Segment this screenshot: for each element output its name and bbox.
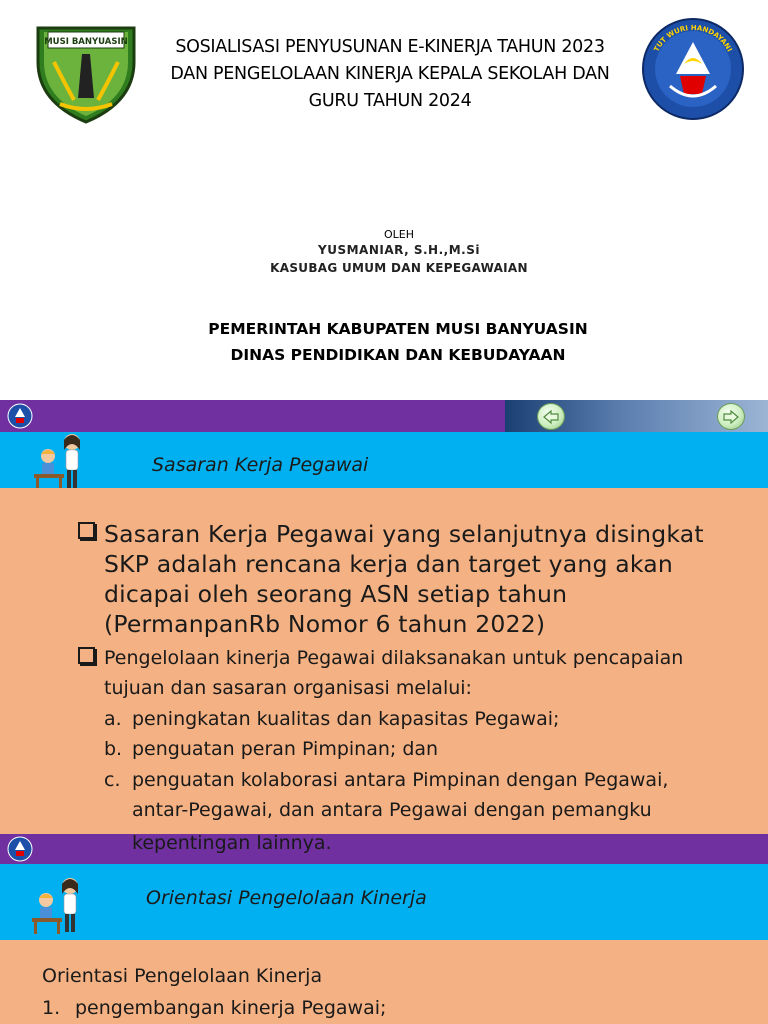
bullet1-line-2: SKP adalah rencana kerja dan target yang akan bbox=[104, 550, 673, 578]
sub-item-c-line-2: antar-Pegawai, dan antara Pegawai dengan pemangku bbox=[132, 799, 652, 821]
slide3-intro: Orientasi Pengelolaan Kinerja bbox=[42, 965, 323, 987]
students-illustration bbox=[28, 430, 92, 494]
logo-left-text: MUSI BANYUASIN bbox=[44, 37, 128, 47]
arrow-left-icon bbox=[542, 409, 560, 425]
slide3-title: Orientasi Pengelolaan Kinerja bbox=[146, 887, 427, 909]
bullet2-line-2: tujuan dan sasaran organisasi melalui: bbox=[104, 677, 472, 699]
oleh-label: OLEH bbox=[383, 228, 414, 241]
sub-item-a-marker: a. bbox=[104, 708, 122, 730]
slide1-title bbox=[150, 34, 630, 115]
presenter-role: KASUBAG UMUM DAN KEPEGAWAIAN bbox=[270, 261, 528, 275]
title-line-1: SOSIALISASI PENYUSUNAN E-KINERJA TAHUN 2023 bbox=[175, 37, 605, 57]
sub-item-c-line-3: kepentingan lainnya. bbox=[132, 832, 332, 854]
slide-navigation bbox=[505, 400, 768, 432]
sub-item-c-line-1: penguatan kolaborasi antara Pimpinan dengan Pegawai, bbox=[132, 769, 669, 791]
title-line-2: DAN PENGELOLAAN KINERJA KEPALA SEKOLAH DAN bbox=[170, 64, 610, 84]
org-line-2: DINAS PENDIDIKAN DAN KEBUDAYAAN bbox=[230, 346, 566, 364]
tut-wuri-handayani-logo bbox=[640, 16, 746, 122]
slide3-item-1-marker: 1. bbox=[42, 997, 61, 1019]
bullet1-line-1: Sasaran Kerja Pegawai yang selanjutnya disingkat bbox=[104, 520, 704, 548]
bullet2-line-1: Pengelolaan kinerja Pegawai dilaksanakan untuk pencapaian bbox=[104, 647, 684, 669]
org-line-1: PEMERINTAH KABUPATEN MUSI BANYUASIN bbox=[208, 320, 588, 338]
slide3-content bbox=[0, 940, 768, 1024]
slide2-top-bar bbox=[0, 400, 768, 432]
slide2-content bbox=[0, 488, 768, 834]
sub-item-c-marker: c. bbox=[104, 769, 121, 791]
arrow-right-icon bbox=[722, 409, 740, 425]
square-bullet-icon bbox=[78, 522, 95, 539]
musi-banyuasin-logo bbox=[30, 22, 142, 126]
tut-wuri-small-icon bbox=[6, 836, 34, 862]
next-slide-button[interactable] bbox=[717, 403, 745, 430]
bullet1-line-4: (PermanpanRb Nomor 6 tahun 2022) bbox=[104, 610, 546, 638]
tut-wuri-small-icon bbox=[6, 403, 34, 429]
students-illustration bbox=[26, 874, 90, 938]
logo-right-text: TUT WURI HANDAYANI bbox=[652, 23, 734, 54]
slide2-title: Sasaran Kerja Pegawai bbox=[152, 454, 369, 476]
slide2-header bbox=[0, 432, 768, 488]
square-bullet-icon bbox=[78, 647, 95, 664]
bullet1-line-3: dicapai oleh seorang ASN setiap tahun bbox=[104, 580, 568, 608]
presenter-name: YUSMANIAR, S.H.,M.Si bbox=[318, 243, 480, 257]
previous-slide-button[interactable] bbox=[537, 403, 565, 430]
slide3-header bbox=[0, 864, 768, 940]
sub-item-b-text: penguatan peran Pimpinan; dan bbox=[132, 738, 439, 760]
slide3-top-bar bbox=[0, 834, 768, 864]
slide3-item-1-text: pengembangan kinerja Pegawai; bbox=[75, 997, 387, 1019]
title-line-3: GURU TAHUN 2024 bbox=[308, 91, 472, 111]
sub-item-a-text: peningkatan kualitas dan kapasitas Pegawai; bbox=[132, 708, 560, 730]
title-slide bbox=[0, 0, 768, 400]
sub-item-b-marker: b. bbox=[104, 738, 123, 760]
